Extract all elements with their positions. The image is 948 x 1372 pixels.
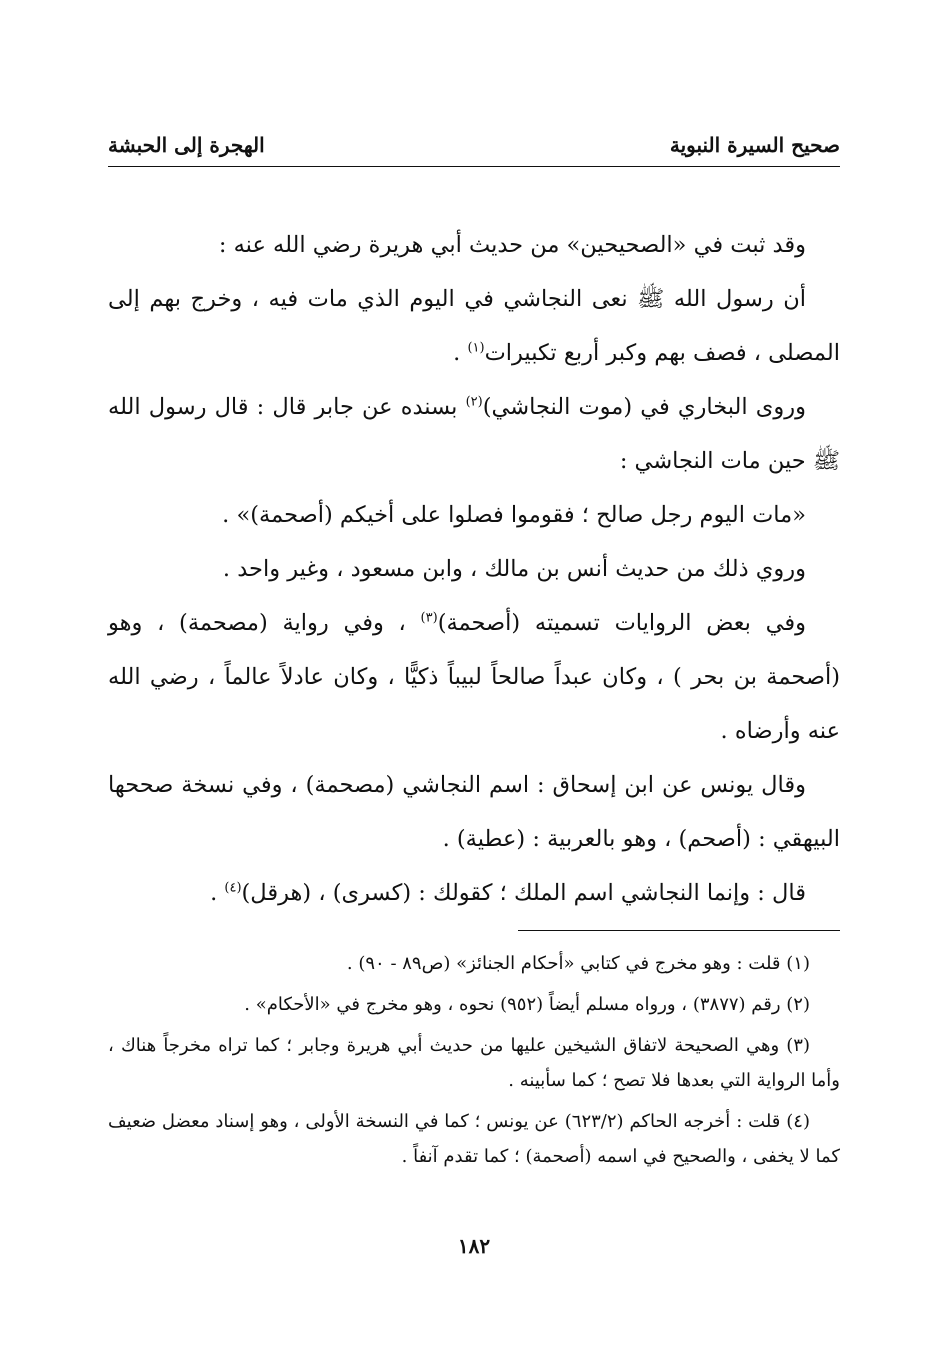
footnote-ref-4: (٤) [224, 880, 242, 896]
paragraph-8-text-b: . [210, 880, 225, 906]
book-title: صحيح السيرة النبوية [669, 133, 840, 157]
paragraph-6 [108, 596, 840, 758]
header-rule [108, 166, 840, 167]
footnote-rule [518, 930, 840, 931]
page-number: ١٨٢ [457, 1234, 491, 1258]
paragraph-5: وروي ذلك من حديث أنس بن مالك ، وابن مسعود ، وغير واحد . [222, 556, 806, 582]
paragraph-6-text-a: وفي بعض الروايات تسميته (أصحمة) [437, 610, 807, 636]
paragraph-3-text-b: بسنده عن جابر قال : قال رسول الله ﷺ حين مات النجاشي : [108, 394, 840, 474]
paragraph-2 [108, 272, 840, 380]
paragraph-1: وقد ثبت في «الصحيحين» من حديث أبي هريرة رضي الله عنه : [218, 232, 806, 258]
paragraph-2-end: . [453, 340, 468, 366]
chapter-title: الهجرة إلى الحبشة [108, 133, 265, 157]
main-text [108, 218, 840, 920]
paragraph-6-text-b: ، وفي رواية (مصحمة) ، وهو (أصحمة بن بحر ) ، وكان عبداً صالحاً لبيباً ذكيًّا ، وكان عادلاً عالماً ، رضي الله عنه وأرضاه . [108, 610, 840, 744]
footnote-3: (٣) وهي الصحيحة لاتفاق الشيخين عليها من حديث أبي هريرة وجابر ؛ كما تراه مخرجاً هناك ، وأما الرواية التي بعدها فلا تصح ؛ كما سأبينه . [108, 1035, 840, 1091]
paragraph-8 [108, 866, 840, 920]
paragraph-3 [108, 380, 840, 488]
footnote-ref-3: (٣) [420, 610, 438, 626]
footnote-2: (٢) رقم (٣٨٧٧) ، ورواه مسلم أيضاً (٩٥٢) نحوه ، وهو مخرج في «الأحكام» . [244, 994, 810, 1015]
running-header [108, 128, 840, 162]
footnote-ref-2: (٢) [465, 394, 483, 410]
paragraph-7: وقال يونس عن ابن إسحاق : اسم النجاشي (مصحمة) ، وفي نسخة صححها البيهقي : (أصحم) ، وهو بالعربية : (عطية) . [108, 772, 840, 852]
paragraph-2-text: أن رسول الله ﷺ نعى النجاشي في اليوم الذي مات فيه ، وخرج بهم إلى المصلى ، فصف بهم وكبر أربع تكبيرات [108, 286, 840, 366]
paragraph-3-text-a: وروى البخاري في (موت النجاشي) [482, 394, 806, 420]
footnote-1: (١) قلت : وهو مخرج في كتابي «أحكام الجنائز» (ص٨٩ - ٩٠) . [346, 953, 810, 974]
footnote-ref-1: (١) [467, 340, 485, 356]
footnote-4: (٤) قلت : أخرجه الحاكم (٦٢٣/٢) عن يونس ؛ كما في النسخة الأولى ، وهو إسناد معضل ضعيف كما لا يخفى ، والصحيح في اسمه (أصحمة) ؛ كما تقدم آنفاً . [108, 1111, 840, 1167]
footnotes [108, 946, 840, 1180]
paragraph-8-text-a: قال : وإنما النجاشي اسم الملك ؛ كقولك : (كسرى) ، (هرقل) [241, 880, 806, 906]
paragraph-4-hadith: «مات اليوم رجل صالح ؛ فقوموا فصلوا على أخيكم (أصحمة)» . [222, 502, 806, 528]
